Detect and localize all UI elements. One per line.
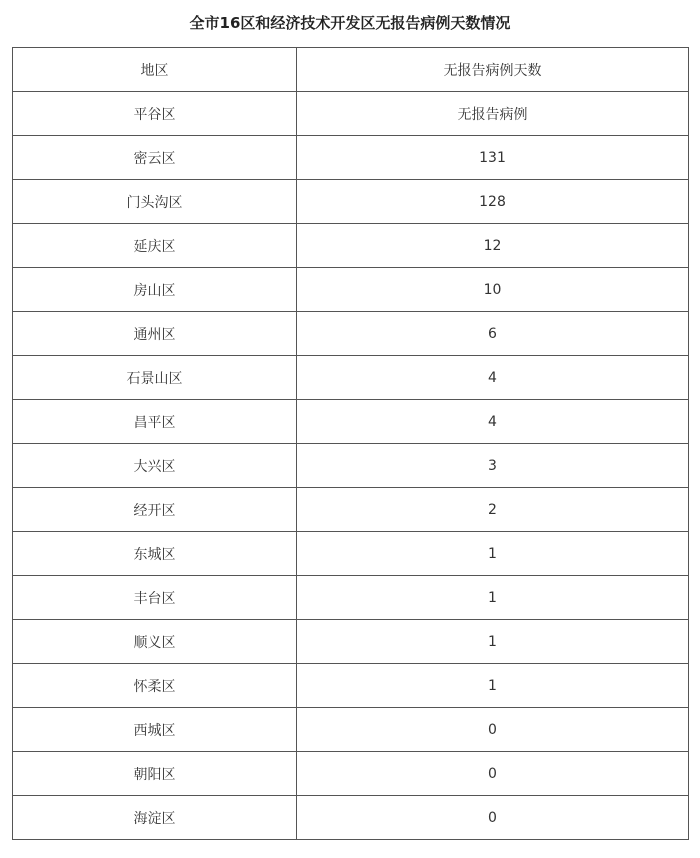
days-cell: 0 (297, 752, 689, 796)
header-region: 地区 (13, 48, 297, 92)
no-case-days-table (12, 47, 689, 840)
days-cell: 10 (297, 268, 689, 312)
table-row (13, 620, 689, 664)
table-row (13, 312, 689, 356)
table-body (13, 92, 689, 840)
region-cell: 西城区 (13, 708, 297, 752)
table-row (13, 444, 689, 488)
table-row (13, 356, 689, 400)
region-cell: 朝阳区 (13, 752, 297, 796)
table-title: 全市16区和经济技术开发区无报告病例天数情况 (189, 14, 511, 32)
days-cell: 1 (297, 576, 689, 620)
region-cell: 东城区 (13, 532, 297, 576)
region-cell: 石景山区 (13, 356, 297, 400)
days-cell: 0 (297, 708, 689, 752)
region-cell: 通州区 (13, 312, 297, 356)
region-cell: 经开区 (13, 488, 297, 532)
days-cell: 1 (297, 620, 689, 664)
days-cell: 1 (297, 532, 689, 576)
region-cell: 房山区 (13, 268, 297, 312)
table-row (13, 92, 689, 136)
table-row (13, 796, 689, 840)
days-cell: 131 (297, 136, 689, 180)
table-row (13, 752, 689, 796)
region-cell: 丰台区 (13, 576, 297, 620)
region-cell: 大兴区 (13, 444, 297, 488)
days-cell: 2 (297, 488, 689, 532)
table-row (13, 224, 689, 268)
table-row (13, 136, 689, 180)
days-cell: 12 (297, 224, 689, 268)
table-row (13, 180, 689, 224)
region-cell: 怀柔区 (13, 664, 297, 708)
table-row (13, 400, 689, 444)
days-cell: 4 (297, 400, 689, 444)
region-cell: 延庆区 (13, 224, 297, 268)
region-cell: 平谷区 (13, 92, 297, 136)
table-row (13, 664, 689, 708)
region-cell: 顺义区 (13, 620, 297, 664)
region-cell: 门头沟区 (13, 180, 297, 224)
days-cell: 无报告病例 (297, 92, 689, 136)
days-cell: 6 (297, 312, 689, 356)
table-row (13, 708, 689, 752)
region-cell: 海淀区 (13, 796, 297, 840)
days-cell: 128 (297, 180, 689, 224)
days-cell: 4 (297, 356, 689, 400)
table-row (13, 576, 689, 620)
table-row (13, 532, 689, 576)
table-header-row (13, 48, 689, 92)
days-cell: 3 (297, 444, 689, 488)
header-days: 无报告病例天数 (297, 48, 689, 92)
region-cell: 密云区 (13, 136, 297, 180)
days-cell: 0 (297, 796, 689, 840)
table-row (13, 488, 689, 532)
days-cell: 1 (297, 664, 689, 708)
region-cell: 昌平区 (13, 400, 297, 444)
table-row (13, 268, 689, 312)
